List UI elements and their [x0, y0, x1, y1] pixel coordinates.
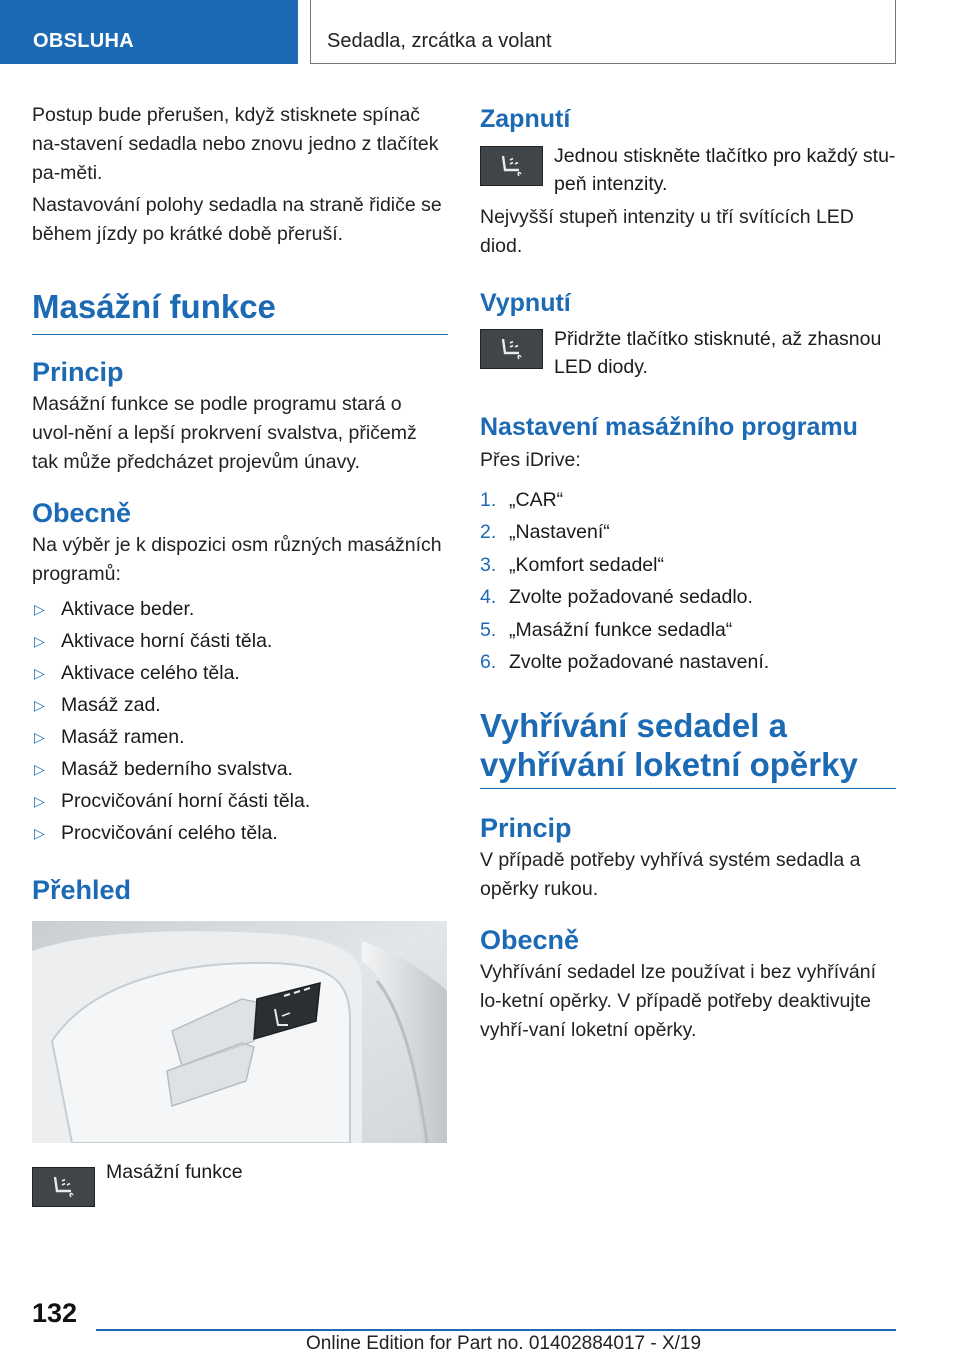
idrive-steps-list	[480, 484, 896, 678]
left-column	[32, 100, 448, 1207]
heading-vyhrivani-line-1: Vyhřívání sedadel a	[480, 707, 787, 745]
list-item: 4. Zvolte požadované sedadlo.	[480, 586, 753, 609]
heading-obecne: Obecně	[32, 498, 132, 528]
header-section-label: OBSLUHA	[33, 30, 134, 52]
door-panel-illustration	[32, 921, 447, 1143]
heading-princip-right: Princip	[480, 813, 572, 844]
heading-vyhrivani	[480, 706, 896, 789]
bullet-triangle-icon: ▷	[34, 665, 45, 681]
footer-divider	[96, 1329, 896, 1331]
massage-button-caption-row	[32, 1163, 448, 1207]
door-panel-photo	[32, 921, 447, 1143]
princip-right-paragraph: V případě potřeby vyhřívá systém sedadla a opěrky rukou.	[480, 849, 861, 901]
heading-prehled: Přehled	[32, 875, 132, 905]
list-item: ▷ Procvičování horní části těla.	[32, 785, 448, 817]
bullet-triangle-icon: ▷	[34, 729, 45, 745]
list-item: ▷ Masáž zad.	[32, 689, 448, 721]
massage-program-list	[32, 593, 448, 849]
massage-seat-icon	[480, 146, 543, 186]
page-number: 132	[32, 1298, 78, 1328]
heading-vyhrivani-line-2: vyhřívání loketní opěrky	[480, 746, 858, 784]
list-item: ▷ Masáž ramen.	[32, 721, 448, 753]
heading-nastaveni: Nastavení masážního programu	[480, 413, 858, 441]
heading-zapnuti: Zapnutí	[480, 105, 571, 133]
vypnuti-button-row	[480, 325, 896, 381]
bullet-triangle-icon: ▷	[34, 601, 45, 617]
bullet-triangle-icon: ▷	[34, 633, 45, 649]
obecne-right-paragraph: Vyhřívání sedadel lze používat i bez vyhřívání lo-ketní opěrky. V případě potřeby deaktivujte vyhří-vaní loketní opěrky.	[480, 961, 876, 1042]
princip-paragraph: Masážní funkce se podle programu stará o uvol-nění a lepší prokrvení svalstva, přičemž tak může předcházet projevům únavy.	[32, 393, 417, 473]
footer-edition: Online Edition for Part no. 01402884017 - X/19	[306, 1333, 702, 1354]
bullet-triangle-icon: ▷	[34, 793, 45, 809]
zapnuti-button-row	[480, 142, 896, 198]
heading-vypnuti: Vypnutí	[480, 289, 571, 317]
intro-paragraph-2: Nastavování polohy sedadla na straně řidiče se během jízdy po krátké době přeruší.	[32, 194, 442, 245]
list-item: ▷ Aktivace horní části těla.	[32, 625, 448, 657]
intro-paragraph-1: Postup bude přerušen, když stisknete spínač na-stavení sedadla nebo znovu jedno z tlačítek pa-měti.	[32, 104, 439, 184]
massage-seat-icon	[32, 1167, 95, 1207]
heading-princip: Princip	[32, 357, 124, 387]
list-item: 5. „Masážní funkce sedadla“	[480, 618, 733, 641]
right-column	[480, 100, 896, 1045]
bullet-triangle-icon: ▷	[34, 825, 45, 841]
list-item: 1. „CAR“	[480, 489, 564, 511]
massage-seat-icon	[480, 329, 543, 369]
list-item: ▷ Procvičování celého těla.	[32, 817, 448, 849]
header-section-tab	[0, 0, 298, 64]
nastaveni-intro: Přes iDrive:	[480, 449, 581, 471]
vypnuti-text: Přidržte tlačítko stisknuté, až zhasnou LED diody.	[554, 328, 882, 378]
obecne-paragraph: Na výběr je k dispozici osm různých masážních programů:	[32, 534, 442, 585]
list-item: ▷ Aktivace celého těla.	[32, 657, 448, 689]
list-item: 2. „Nastavení“	[480, 521, 610, 544]
header-title: Sedadla, zrcátka a volant	[327, 30, 552, 52]
list-item: 6. Zvolte požadované nastavení.	[480, 651, 770, 674]
bullet-triangle-icon: ▷	[34, 697, 45, 713]
list-item: 3. „Komfort sedadel“	[480, 553, 664, 576]
heading-masazni-funkce: Masážní funkce	[32, 286, 448, 335]
list-item: ▷ Masáž bederního svalstva.	[32, 753, 448, 785]
zapnuti-note: Nejvyšší stupeň intenzity u tří svítících LED diod.	[480, 206, 854, 257]
header-title-box	[310, 0, 896, 64]
heading-obecne-right: Obecně	[480, 925, 580, 956]
list-item: ▷ Aktivace beder.	[32, 593, 448, 625]
massage-button-caption: Masážní funkce	[106, 1161, 243, 1183]
bullet-triangle-icon: ▷	[34, 761, 45, 777]
zapnuti-text: Jednou stiskněte tlačítko pro každý stu-peň intenzity.	[554, 145, 896, 195]
